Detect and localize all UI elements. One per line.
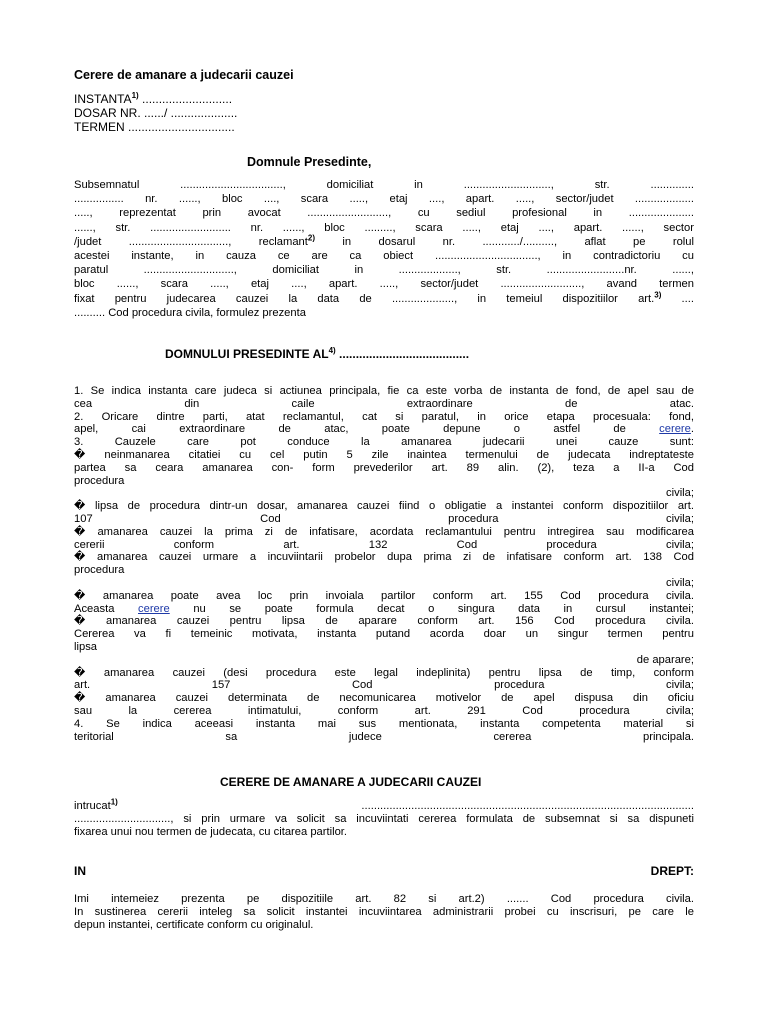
note-line: de aparare; <box>636 653 694 666</box>
intrucat-block <box>74 797 694 838</box>
note-line: procedura <box>74 474 125 487</box>
in-drept-heading: IN DREPT: <box>74 864 694 878</box>
instanta-line: INSTANTA$^{1)}$ ........................... <box>74 91 233 106</box>
main-paragraph <box>74 178 694 320</box>
note-line: � amanarea cauzei (desi procedura este legal indeplinita) pentru lipsa de timp, conform <box>74 666 694 679</box>
paragraph-line: bloc ......, scara ....., etaj ...., apart. ....., sector/judet .........................., avand termen <box>74 278 694 291</box>
note-line: 3. Cauzele care pot conduce la amanarea judecarii unei cauze sunt: <box>74 436 694 449</box>
salutation: Domnule Presedinte, <box>247 155 372 169</box>
note-line: � lipsa de procedura dintr-un dosar, amanarea cauzei fiind o obligatie a instantei conform dispozitiilor art. <box>74 500 694 513</box>
note-line: partea sa ceara amanarea con- form prevederilor art. 89 alin. (2), teza a II-a Cod <box>74 461 694 474</box>
paragraph-line: .......... Cod procedura civila, formulez prezenta <box>74 306 306 319</box>
note-line: procedura <box>74 564 125 577</box>
dosar-line: DOSAR NR. ....../ .................... <box>74 106 238 120</box>
note-line: 107 Cod procedura civila; <box>74 512 694 525</box>
note-line: civila; <box>666 576 694 589</box>
note-line: lipsa <box>74 640 98 653</box>
note-line: 4. Se indica aceeasi instanta mai sus mentionata, instanta competenta material si <box>74 717 694 730</box>
legal-line: depun instantei, certificate conform cu originalul. <box>74 918 314 931</box>
paragraph-line: /judet ................................, reclamant$^{2)}$ in dosarul nr. ............/.........., aflat pe rolul <box>74 233 694 248</box>
legal-line: In sustinerea cererii inteleg sa solicit instantei incuviintarea administrarii probei cu inscrisuri, pe care le <box>74 905 694 918</box>
reason-line: fixarea unui nou termen de judecata, cu citarea partilor. <box>74 825 348 838</box>
paragraph-line: ......, str. .......................... nr. ......, bloc ........., scara ....., etaj ...., apart. ......, sector <box>74 221 694 234</box>
paragraph-line: ................ nr. ......, bloc ...., scara ....., etaj ...., apart. ....., sector/judet ................... <box>74 193 694 206</box>
addressee-line: DOMNULUI PRESEDINTE AL$^{4)}$ ....................................... <box>165 346 470 361</box>
note-line: � amanarea cauzei urmare a incuviintarii probelor dupa prima zi de infatisare conform art. 138 Cod <box>74 551 694 564</box>
note-line: cea din caile extraordinare de atac. <box>74 397 694 410</box>
note-line: � amanarea poate avea loc prin invoiala partilor conform art. 155 Cod procedura civila. <box>74 589 694 602</box>
legal-basis <box>74 893 694 931</box>
termen-line: TERMEN ................................ <box>74 120 235 134</box>
reason-line: ..............................., si prin urmare va solicit sa incuviintati cererea formulata de subsemnat si sa dispuneti <box>74 812 694 825</box>
note-line: � neinmanarea citatiei cu cel putin 5 zile inaintea termenului de judecata indreptateste <box>74 448 694 461</box>
paragraph-line: fixat pentru judecarea cauzei la data de ...................., in temeiul dispozitiilor art.$^{3)}$ .... <box>74 289 694 305</box>
intrucat-line: intrucat$^{1)}$ ........................................................................................................... <box>74 797 694 812</box>
note-line: art. 157 Cod procedura civila; <box>74 679 694 692</box>
note-line: civila; <box>666 487 694 500</box>
note-line: apel, cai extraordinare de atac, poate depune o astfel de cerere. <box>74 423 694 436</box>
note-line: sau la cererea intimatului, conform art. 291 Cod procedura civila; <box>74 704 694 717</box>
note-line: � amanarea cauzei determinata de necomunicarea motivelor de apel dispusa din oficiu <box>74 692 694 705</box>
note-line: Aceasta cerere nu se poate formula decat o singura data in cursul instantei; <box>74 602 695 615</box>
section-title: CERERE DE AMANARE A JUDECARII CAUZEI <box>220 775 482 789</box>
document-title: Cerere de amanare a judecarii cauzei <box>74 68 294 82</box>
note-line: � amanarea cauzei la prima zi de infatisare, acordata reclamantului pentru intregirea sau modificarea <box>74 525 694 538</box>
paragraph-line: ....., reprezentat prin avocat .........................., cu sediul profesional in ..................... <box>74 207 694 220</box>
note-line: Cererea va fi temeinic motivata, instanta putand acorda doar un singur termen pentru <box>74 628 694 641</box>
note-line: teritorial sa judece cererea principala. <box>74 730 694 743</box>
footnotes <box>74 385 694 743</box>
note-line: 2. Oricare dintre parti, atat reclamantul, cat si paratul, in orice etapa procesuala: fond, <box>74 410 694 423</box>
note-line: 1. Se indica instanta care judeca si actiunea principala, fie ca este vorba de instanta de fond, de apel sau de <box>74 385 694 397</box>
paragraph-line: paratul ............................., domiciliat in ..................., str. .........................nr. ......, <box>74 264 694 277</box>
paragraph-line: acestei instante, in cauza ce are ca obiect ................................., in contradictoriu cu <box>74 250 694 263</box>
paragraph-line: Subsemnatul ................................., domiciliat in ............................, str. .............. <box>74 179 694 191</box>
cerere-link[interactable]: cerere <box>659 423 691 436</box>
note-line: � amanarea cauzei pentru lipsa de aparare conform art. 156 Cod procedura civila. <box>74 615 694 628</box>
note-line: cererii conform art. 132 Cod procedura civila; <box>74 538 694 551</box>
cerere-link[interactable]: cerere <box>138 602 170 615</box>
legal-line: Imi intemeiez prezenta pe dispozitiile art. 82 si art.2) ....... Cod procedura civila. <box>74 893 694 905</box>
